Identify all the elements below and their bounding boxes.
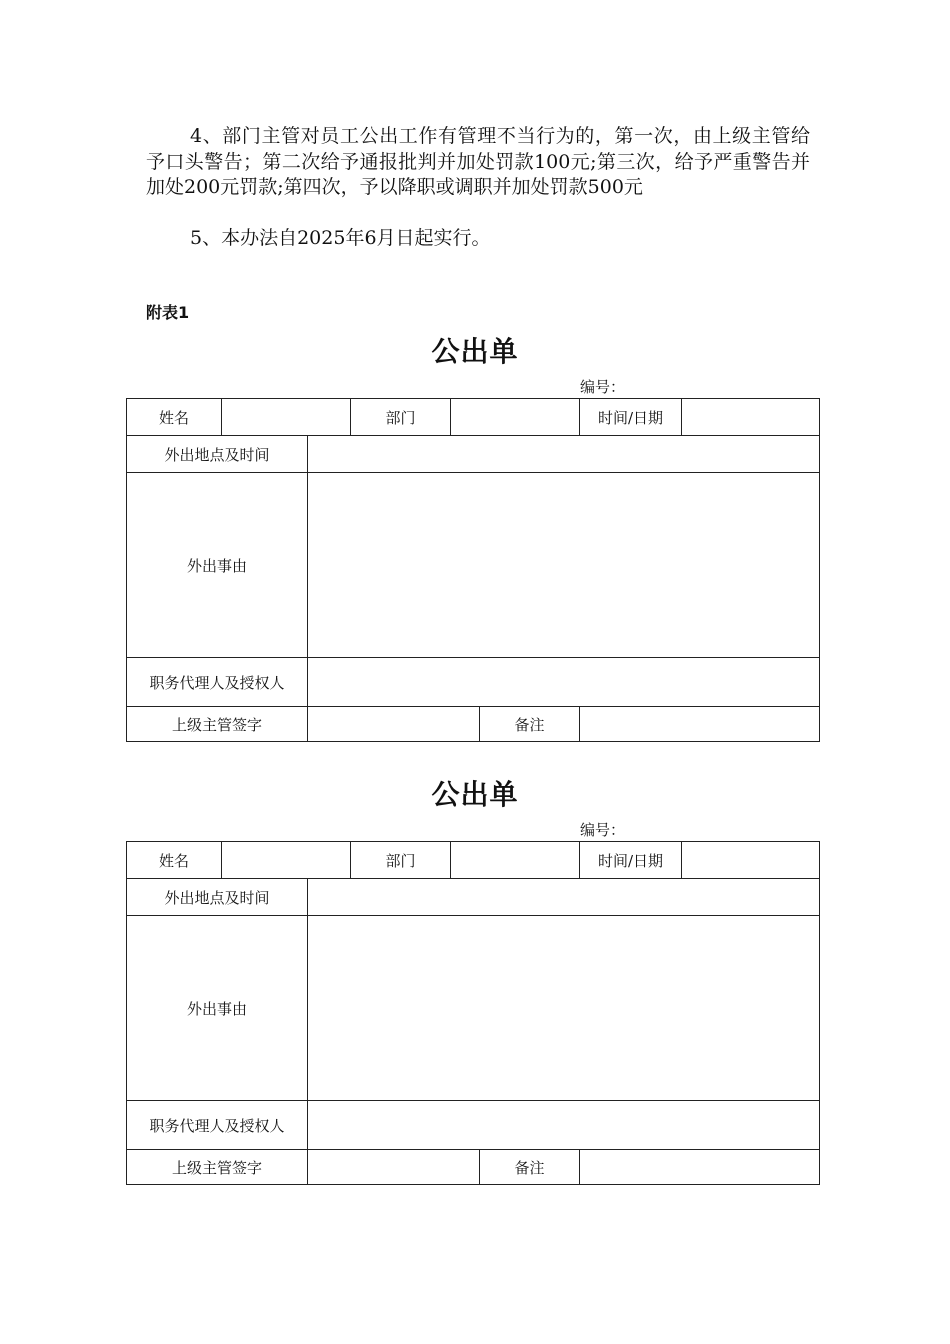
reason-label: 外出事由 [127, 473, 308, 658]
business-trip-form [126, 398, 820, 742]
remarks-field[interactable] [580, 707, 820, 742]
serial-number-label: 编号： [580, 821, 626, 839]
department-label: 部门 [351, 399, 451, 436]
form-title: 公出单 [431, 778, 519, 811]
name-label: 姓名 [127, 842, 222, 879]
serial-number-label: 编号： [580, 378, 626, 396]
business-trip-form [126, 841, 820, 1185]
supervisor-sign-field[interactable] [308, 707, 480, 742]
agent-field[interactable] [308, 658, 820, 707]
remarks-label: 备注 [480, 1150, 580, 1185]
datetime-field[interactable] [682, 399, 820, 436]
reason-field[interactable] [308, 473, 820, 658]
policy-item-4: 4、部门主管对员工公出工作有管理不当行为的，第一次，由上级主管给予口头警告；第二次给予通报批判并加处罚款100元;第三次，给予严重警告并加处200元罚款;第四次，予以降职或调职并加处罚款500元 [146, 125, 810, 198]
name-field[interactable] [222, 399, 351, 436]
supervisor-sign-label: 上级主管签字 [127, 707, 308, 742]
agent-label: 职务代理人及授权人 [127, 1101, 308, 1150]
reason-field[interactable] [308, 916, 820, 1101]
form-title: 公出单 [431, 335, 519, 368]
datetime-label: 时间/日期 [580, 842, 682, 879]
department-label: 部门 [351, 842, 451, 879]
name-label: 姓名 [127, 399, 222, 436]
place-time-field[interactable] [308, 879, 820, 916]
supervisor-sign-label: 上级主管签字 [127, 1150, 308, 1185]
department-field[interactable] [451, 842, 580, 879]
supervisor-sign-field[interactable] [308, 1150, 480, 1185]
appendix-label: 附表1 [146, 303, 190, 322]
datetime-label: 时间/日期 [580, 399, 682, 436]
remarks-label: 备注 [480, 707, 580, 742]
department-field[interactable] [451, 399, 580, 436]
datetime-field[interactable] [682, 842, 820, 879]
policy-item-5: 5、本办法自2025年6月日起实行。 [190, 227, 491, 249]
agent-field[interactable] [308, 1101, 820, 1150]
agent-label: 职务代理人及授权人 [127, 658, 308, 707]
place-time-label: 外出地点及时间 [127, 436, 308, 473]
name-field[interactable] [222, 842, 351, 879]
place-time-label: 外出地点及时间 [127, 879, 308, 916]
place-time-field[interactable] [308, 436, 820, 473]
reason-label: 外出事由 [127, 916, 308, 1101]
remarks-field[interactable] [580, 1150, 820, 1185]
